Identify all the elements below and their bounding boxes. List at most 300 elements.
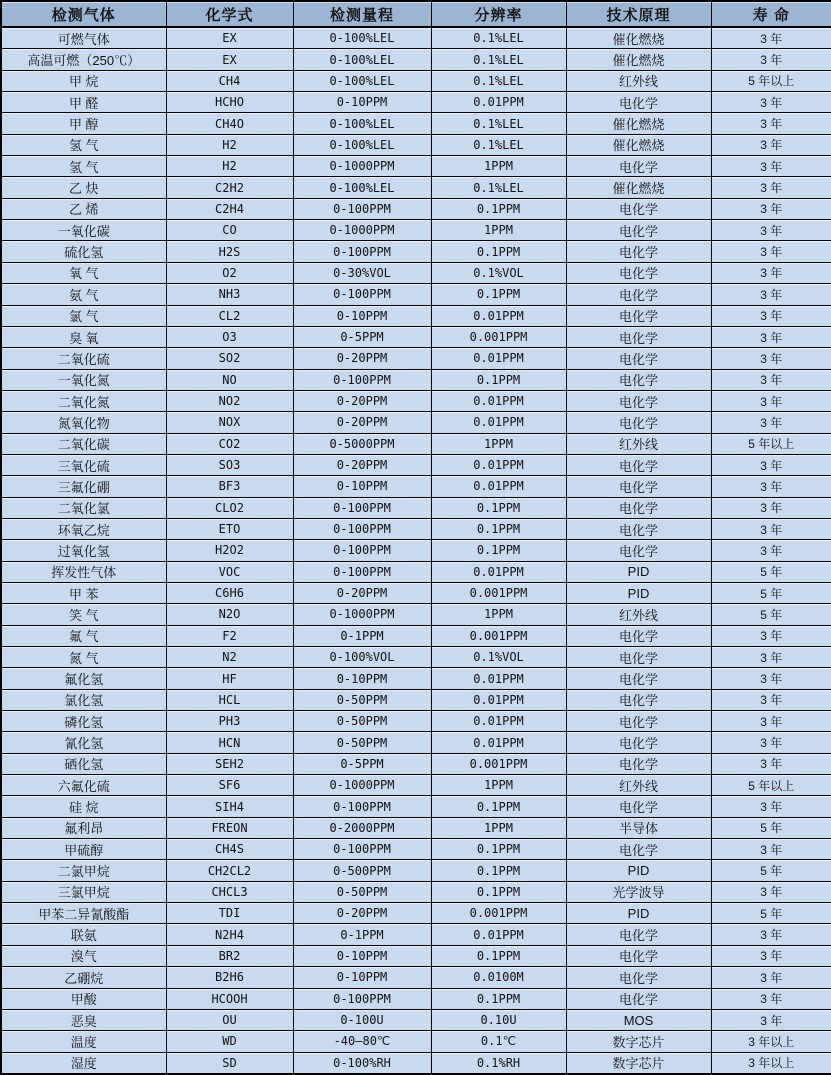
table-row [1, 177, 831, 198]
gas-name-cell: 甲苯二异氰酸酯 [1, 903, 166, 924]
principle-cell: 电化学 [566, 454, 711, 475]
formula-cell: EX [166, 27, 293, 49]
principle-cell: 电化学 [566, 967, 711, 988]
gas-name-cell: 温度 [1, 1031, 166, 1052]
table-row [1, 817, 831, 838]
gas-name-cell: 可燃气体 [1, 27, 166, 49]
table-row [1, 625, 831, 646]
range-cell: 0-100%LEL [293, 134, 431, 155]
gas-name-cell: 甲硫醇 [1, 839, 166, 860]
table-row [1, 454, 831, 475]
table-row [1, 1052, 831, 1074]
resolution-cell: 0.1PPM [431, 284, 566, 305]
principle-cell: 电化学 [566, 326, 711, 347]
range-cell: 0-5PPM [293, 753, 431, 774]
resolution-cell: 0.01PPM [431, 668, 566, 689]
principle-cell: 催化燃烧 [566, 134, 711, 155]
formula-cell: NO2 [166, 390, 293, 411]
table-row [1, 1031, 831, 1052]
table-row [1, 582, 831, 603]
formula-cell: SF6 [166, 775, 293, 796]
gas-name-cell: 二氧化硫 [1, 348, 166, 369]
gas-name-cell: 氟利昂 [1, 817, 166, 838]
principle-cell: 电化学 [566, 412, 711, 433]
resolution-cell: 0.1%LEL [431, 134, 566, 155]
table-row [1, 561, 831, 582]
formula-cell: H2 [166, 134, 293, 155]
lifespan-cell: 3 年 [711, 134, 831, 155]
lifespan-cell: 3 年 [711, 198, 831, 219]
lifespan-cell: 5 年以上 [711, 433, 831, 454]
gas-name-cell: 过氧化氢 [1, 540, 166, 561]
formula-cell: H2O2 [166, 540, 293, 561]
table-row [1, 924, 831, 945]
lifespan-cell: 5 年以上 [711, 70, 831, 91]
range-cell: 0-10PPM [293, 476, 431, 497]
range-cell: 0-100%LEL [293, 113, 431, 134]
principle-cell: PID [566, 561, 711, 582]
principle-cell: 红外线 [566, 70, 711, 91]
principle-cell: 电化学 [566, 241, 711, 262]
gas-name-cell: 二氧化氮 [1, 390, 166, 411]
gas-name-cell: 甲 醛 [1, 92, 166, 113]
resolution-cell: 0.1PPM [431, 839, 566, 860]
lifespan-cell: 3 年 [711, 647, 831, 668]
principle-cell: 电化学 [566, 220, 711, 241]
lifespan-cell: 3 年 [711, 711, 831, 732]
gas-name-cell: 二氯甲烷 [1, 860, 166, 881]
principle-cell: 电化学 [566, 348, 711, 369]
range-cell: 0-10PPM [293, 305, 431, 326]
range-cell: 0-20PPM [293, 412, 431, 433]
gas-name-cell: 甲 醇 [1, 113, 166, 134]
principle-cell: 电化学 [566, 156, 711, 177]
resolution-cell: 0.01PPM [431, 390, 566, 411]
formula-cell: HF [166, 668, 293, 689]
gas-name-cell: 氮氧化物 [1, 412, 166, 433]
lifespan-cell: 3 年 [711, 49, 831, 70]
table-row [1, 775, 831, 796]
lifespan-cell: 3 年 [711, 881, 831, 902]
table-row [1, 476, 831, 497]
principle-cell: 电化学 [566, 689, 711, 710]
range-cell: 0-5PPM [293, 326, 431, 347]
range-cell: 0-100%LEL [293, 177, 431, 198]
resolution-cell: 1PPM [431, 156, 566, 177]
gas-name-cell: 二氧化氯 [1, 497, 166, 518]
principle-cell: 红外线 [566, 775, 711, 796]
range-cell: 0-100PPM [293, 561, 431, 582]
lifespan-cell: 3 年 [711, 241, 831, 262]
gas-name-cell: 乙 炔 [1, 177, 166, 198]
gas-name-cell: 硒化氢 [1, 753, 166, 774]
formula-cell: HCL [166, 689, 293, 710]
gas-name-cell: 三氟化硼 [1, 476, 166, 497]
formula-cell: PH3 [166, 711, 293, 732]
resolution-cell: 0.1PPM [431, 945, 566, 966]
gas-name-cell: 挥发性气体 [1, 561, 166, 582]
table-row [1, 945, 831, 966]
column-header-6: 寿 命 [711, 1, 831, 27]
principle-cell: 数字芯片 [566, 1031, 711, 1052]
range-cell: 0-30%VOL [293, 262, 431, 283]
formula-cell: F2 [166, 625, 293, 646]
gas-name-cell: 甲 苯 [1, 582, 166, 603]
table-row [1, 903, 831, 924]
table-row [1, 604, 831, 625]
lifespan-cell: 3 年 [711, 177, 831, 198]
lifespan-cell: 5 年 [711, 604, 831, 625]
lifespan-cell: 3 年 [711, 369, 831, 390]
gas-name-cell: 六氟化硫 [1, 775, 166, 796]
table-row [1, 70, 831, 91]
formula-cell: NH3 [166, 284, 293, 305]
range-cell: 0-1PPM [293, 924, 431, 945]
formula-cell: SEH2 [166, 753, 293, 774]
lifespan-cell: 3 年 [711, 454, 831, 475]
lifespan-cell: 3 年 [711, 305, 831, 326]
formula-cell: CHCL3 [166, 881, 293, 902]
principle-cell: MOS [566, 1009, 711, 1030]
gas-name-cell: 硅 烷 [1, 796, 166, 817]
table-row [1, 92, 831, 113]
lifespan-cell: 3 年 [711, 262, 831, 283]
range-cell: 0-100%RH [293, 1052, 431, 1074]
resolution-cell: 0.10U [431, 1009, 566, 1030]
range-cell: 0-100PPM [293, 839, 431, 860]
resolution-cell: 0.1%RH [431, 1052, 566, 1074]
principle-cell: PID [566, 903, 711, 924]
resolution-cell: 0.1%VOL [431, 262, 566, 283]
gas-name-cell: 氯化氢 [1, 689, 166, 710]
formula-cell: CH4 [166, 70, 293, 91]
range-cell: 0-1000PPM [293, 220, 431, 241]
table-row [1, 326, 831, 347]
lifespan-cell: 5 年 [711, 582, 831, 603]
column-header-5: 技术原理 [566, 1, 711, 27]
formula-cell: ETO [166, 518, 293, 539]
principle-cell: 半导体 [566, 817, 711, 838]
lifespan-cell: 3 年 [711, 945, 831, 966]
table-row [1, 390, 831, 411]
table-row [1, 284, 831, 305]
resolution-cell: 0.01PPM [431, 689, 566, 710]
formula-cell: O3 [166, 326, 293, 347]
lifespan-cell: 3 年 [711, 113, 831, 134]
resolution-cell: 0.01PPM [431, 348, 566, 369]
principle-cell: 电化学 [566, 518, 711, 539]
table-row [1, 497, 831, 518]
range-cell: 0-20PPM [293, 454, 431, 475]
resolution-cell: 0.01PPM [431, 476, 566, 497]
resolution-cell: 0.1PPM [431, 796, 566, 817]
table-row [1, 348, 831, 369]
formula-cell: CH4O [166, 113, 293, 134]
principle-cell: PID [566, 860, 711, 881]
gas-name-cell: 氨 气 [1, 284, 166, 305]
formula-cell: N2H4 [166, 924, 293, 945]
lifespan-cell: 3 年 [711, 284, 831, 305]
table-header [1, 1, 831, 27]
lifespan-cell: 3 年 [711, 796, 831, 817]
principle-cell: 红外线 [566, 604, 711, 625]
resolution-cell: 1PPM [431, 604, 566, 625]
lifespan-cell: 3 年以上 [711, 1031, 831, 1052]
principle-cell: 催化燃烧 [566, 27, 711, 49]
formula-cell: FREON [166, 817, 293, 838]
principle-cell: 催化燃烧 [566, 49, 711, 70]
table-row [1, 988, 831, 1009]
lifespan-cell: 3 年 [711, 732, 831, 753]
principle-cell: 电化学 [566, 753, 711, 774]
range-cell: 0-10PPM [293, 967, 431, 988]
formula-cell: CL2 [166, 305, 293, 326]
table-row [1, 732, 831, 753]
resolution-cell: 0.001PPM [431, 326, 566, 347]
resolution-cell: 0.1%VOL [431, 647, 566, 668]
lifespan-cell: 3 年 [711, 497, 831, 518]
formula-cell: OU [166, 1009, 293, 1030]
gas-name-cell: 氢 气 [1, 134, 166, 155]
formula-cell: CH2CL2 [166, 860, 293, 881]
table-row [1, 753, 831, 774]
lifespan-cell: 5 年以上 [711, 775, 831, 796]
principle-cell: 光学波导 [566, 881, 711, 902]
gas-name-cell: 氰化氢 [1, 732, 166, 753]
range-cell: 0-10PPM [293, 92, 431, 113]
lifespan-cell: 3 年 [711, 476, 831, 497]
principle-cell: 电化学 [566, 305, 711, 326]
lifespan-cell: 5 年 [711, 903, 831, 924]
principle-cell: 电化学 [566, 198, 711, 219]
principle-cell: 电化学 [566, 625, 711, 646]
range-cell: 0-5000PPM [293, 433, 431, 454]
gas-name-cell: 乙硼烷 [1, 967, 166, 988]
resolution-cell: 0.1PPM [431, 860, 566, 881]
gas-name-cell: 恶臭 [1, 1009, 166, 1030]
resolution-cell: 0.1℃ [431, 1031, 566, 1052]
formula-cell: B2H6 [166, 967, 293, 988]
range-cell: 0-500PPM [293, 860, 431, 881]
principle-cell: 电化学 [566, 796, 711, 817]
formula-cell: SIH4 [166, 796, 293, 817]
principle-cell: 催化燃烧 [566, 113, 711, 134]
table-row [1, 134, 831, 155]
formula-cell: H2S [166, 241, 293, 262]
principle-cell: 电化学 [566, 262, 711, 283]
gas-name-cell: 硫化氢 [1, 241, 166, 262]
formula-cell: O2 [166, 262, 293, 283]
table-row [1, 647, 831, 668]
resolution-cell: 0.1%LEL [431, 49, 566, 70]
table-row [1, 156, 831, 177]
principle-cell: 数字芯片 [566, 1052, 711, 1074]
gas-name-cell: 高温可燃（250℃） [1, 49, 166, 70]
range-cell: 0-100PPM [293, 497, 431, 518]
principle-cell: 催化燃烧 [566, 177, 711, 198]
range-cell: 0-100PPM [293, 540, 431, 561]
range-cell: 0-100%LEL [293, 49, 431, 70]
range-cell: 0-50PPM [293, 689, 431, 710]
lifespan-cell: 5 年 [711, 860, 831, 881]
gas-name-cell: 氢 气 [1, 156, 166, 177]
range-cell: 0-20PPM [293, 348, 431, 369]
lifespan-cell: 3 年 [711, 540, 831, 561]
gas-name-cell: 氟 气 [1, 625, 166, 646]
formula-cell: CO2 [166, 433, 293, 454]
lifespan-cell: 3 年 [711, 988, 831, 1009]
range-cell: 0-100%VOL [293, 647, 431, 668]
lifespan-cell: 3 年 [711, 625, 831, 646]
range-cell: 0-100U [293, 1009, 431, 1030]
gas-name-cell: 一氧化碳 [1, 220, 166, 241]
table-row [1, 305, 831, 326]
formula-cell: SO3 [166, 454, 293, 475]
table-row [1, 262, 831, 283]
formula-cell: BF3 [166, 476, 293, 497]
gas-name-cell: 笑 气 [1, 604, 166, 625]
formula-cell: BR2 [166, 945, 293, 966]
resolution-cell: 0.001PPM [431, 903, 566, 924]
range-cell: 0-1000PPM [293, 775, 431, 796]
principle-cell: 电化学 [566, 988, 711, 1009]
range-cell: 0-50PPM [293, 732, 431, 753]
lifespan-cell: 3 年 [711, 967, 831, 988]
gas-name-cell: 氟化氢 [1, 668, 166, 689]
resolution-cell: 0.1PPM [431, 369, 566, 390]
lifespan-cell: 3 年 [711, 924, 831, 945]
lifespan-cell: 3 年 [711, 92, 831, 113]
range-cell: 0-100PPM [293, 198, 431, 219]
lifespan-cell: 5 年 [711, 561, 831, 582]
header-row [1, 1, 831, 27]
table-row [1, 27, 831, 49]
resolution-cell: 0.001PPM [431, 753, 566, 774]
lifespan-cell: 5 年 [711, 817, 831, 838]
principle-cell: 电化学 [566, 839, 711, 860]
principle-cell: 电化学 [566, 497, 711, 518]
resolution-cell: 1PPM [431, 220, 566, 241]
formula-cell: N2 [166, 647, 293, 668]
resolution-cell: 0.01PPM [431, 732, 566, 753]
range-cell: 0-1000PPM [293, 604, 431, 625]
lifespan-cell: 3 年 [711, 220, 831, 241]
principle-cell: PID [566, 582, 711, 603]
gas-name-cell: 联氨 [1, 924, 166, 945]
gas-name-cell: 三氯甲烷 [1, 881, 166, 902]
formula-cell: C2H4 [166, 198, 293, 219]
resolution-cell: 0.1%LEL [431, 113, 566, 134]
formula-cell: SO2 [166, 348, 293, 369]
formula-cell: WD [166, 1031, 293, 1052]
table-row [1, 49, 831, 70]
table-row [1, 1009, 831, 1030]
range-cell: 0-20PPM [293, 582, 431, 603]
table-row [1, 796, 831, 817]
resolution-cell: 0.1%LEL [431, 177, 566, 198]
lifespan-cell: 3 年 [711, 27, 831, 49]
gas-name-cell: 磷化氢 [1, 711, 166, 732]
gas-name-cell: 湿度 [1, 1052, 166, 1074]
principle-cell: 电化学 [566, 284, 711, 305]
formula-cell: C6H6 [166, 582, 293, 603]
range-cell: 0-20PPM [293, 390, 431, 411]
table-row [1, 369, 831, 390]
range-cell: 0-100PPM [293, 241, 431, 262]
resolution-cell: 0.01PPM [431, 924, 566, 945]
range-cell: 0-20PPM [293, 903, 431, 924]
principle-cell: 电化学 [566, 668, 711, 689]
principle-cell: 电化学 [566, 732, 711, 753]
table-row [1, 668, 831, 689]
resolution-cell: 0.01PPM [431, 305, 566, 326]
gas-name-cell: 二氧化碳 [1, 433, 166, 454]
lifespan-cell: 3 年 [711, 390, 831, 411]
lifespan-cell: 3 年 [711, 326, 831, 347]
formula-cell: H2 [166, 156, 293, 177]
resolution-cell: 0.1%LEL [431, 27, 566, 49]
resolution-cell: 0.1PPM [431, 497, 566, 518]
table-row [1, 689, 831, 710]
resolution-cell: 0.1%LEL [431, 70, 566, 91]
formula-cell: CO [166, 220, 293, 241]
table-body [1, 27, 831, 1074]
resolution-cell: 0.01PPM [431, 454, 566, 475]
resolution-cell: 1PPM [431, 817, 566, 838]
resolution-cell: 0.01PPM [431, 92, 566, 113]
principle-cell: 电化学 [566, 369, 711, 390]
gas-name-cell: 甲酸 [1, 988, 166, 1009]
range-cell: 0-100PPM [293, 518, 431, 539]
resolution-cell: 0.001PPM [431, 625, 566, 646]
table-row [1, 113, 831, 134]
resolution-cell: 1PPM [431, 775, 566, 796]
lifespan-cell: 3 年 [711, 689, 831, 710]
resolution-cell: 0.01PPM [431, 561, 566, 582]
resolution-cell: 0.1PPM [431, 881, 566, 902]
gas-name-cell: 臭 氧 [1, 326, 166, 347]
range-cell: 0-100PPM [293, 796, 431, 817]
table-row [1, 412, 831, 433]
formula-cell: HCN [166, 732, 293, 753]
lifespan-cell: 3 年 [711, 753, 831, 774]
gas-name-cell: 氧 气 [1, 262, 166, 283]
range-cell: 0-100PPM [293, 369, 431, 390]
lifespan-cell: 3 年 [711, 839, 831, 860]
range-cell: 0-100PPM [293, 284, 431, 305]
formula-cell: HCOOH [166, 988, 293, 1009]
gas-name-cell: 三氧化硫 [1, 454, 166, 475]
resolution-cell: 0.01PPM [431, 412, 566, 433]
formula-cell: SD [166, 1052, 293, 1074]
principle-cell: 电化学 [566, 390, 711, 411]
formula-cell: EX [166, 49, 293, 70]
gas-name-cell: 环氧乙烷 [1, 518, 166, 539]
range-cell: 0-100%LEL [293, 70, 431, 91]
formula-cell: HCHO [166, 92, 293, 113]
range-cell: 0-100%LEL [293, 27, 431, 49]
resolution-cell: 1PPM [431, 433, 566, 454]
resolution-cell: 0.1PPM [431, 198, 566, 219]
table-row [1, 967, 831, 988]
formula-cell: TDI [166, 903, 293, 924]
range-cell: 0-10PPM [293, 668, 431, 689]
principle-cell: 电化学 [566, 945, 711, 966]
range-cell: 0-100PPM [293, 988, 431, 1009]
principle-cell: 红外线 [566, 433, 711, 454]
lifespan-cell: 3 年以上 [711, 1052, 831, 1074]
lifespan-cell: 3 年 [711, 668, 831, 689]
